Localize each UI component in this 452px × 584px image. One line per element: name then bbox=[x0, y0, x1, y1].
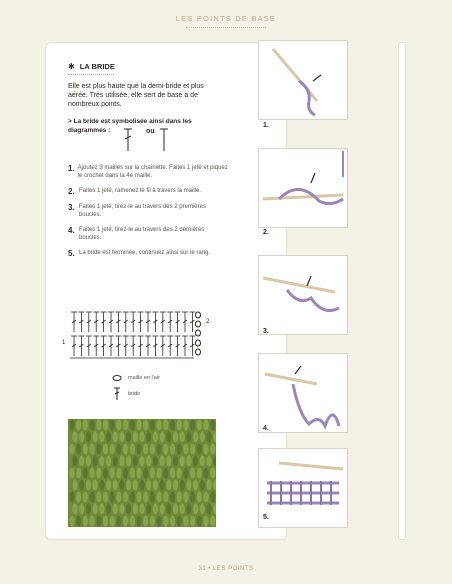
crochet-swatch-photo bbox=[68, 419, 216, 527]
symbol-text: > La bride est symbolisée ainsi dans les diagrammes : bbox=[68, 118, 192, 134]
step-item: 1. Ajoutez 3 mailles sur la chaînette. Faites 1 jeté et piquez le crochet dans la 4e maille. bbox=[68, 164, 228, 179]
title-divider bbox=[68, 74, 114, 75]
figure-3 bbox=[258, 255, 348, 335]
step-item: 3. Faites 1 jeté, tirez-le au travers des 2 premières boucles. bbox=[68, 203, 206, 218]
chain-symbol-icon bbox=[112, 374, 122, 382]
symbol-or: ou bbox=[146, 128, 155, 135]
section-title-text: LA BRIDE bbox=[79, 62, 115, 71]
step-item: 4. Faites 1 jeté, tirez-le au travers des 2 dernières boucles. bbox=[68, 226, 205, 241]
legend: maille en l'air bride bbox=[112, 370, 192, 402]
svg-text:2: 2 bbox=[206, 319, 210, 325]
step-item: 5. La bride est terminée, continuez ainsi sur le rang. bbox=[68, 249, 211, 258]
stitch-diagram bbox=[62, 308, 222, 364]
figure-label: 2. bbox=[263, 229, 269, 236]
swatch-texture bbox=[68, 419, 216, 527]
figure-label: 5. bbox=[263, 514, 269, 521]
steps-list bbox=[68, 164, 228, 265]
svg-text:1: 1 bbox=[62, 340, 66, 346]
intro-text: Elle est plus haute que la demi-bride et plus aérée. Très utilisée, elle sert de base à de nombreux points. bbox=[68, 83, 204, 108]
page-header: LES POINTS DE BASE bbox=[175, 14, 277, 23]
figure-1 bbox=[258, 40, 348, 120]
side-bar bbox=[398, 42, 406, 540]
figure-5 bbox=[258, 448, 348, 528]
figure-4 bbox=[258, 353, 348, 433]
figure-label: 1. bbox=[263, 122, 269, 129]
star-icon: ✱ bbox=[68, 62, 75, 71]
step-item: 2. Faites 1 jeté, ramenez le fil à travers la maille. bbox=[68, 187, 202, 196]
page-footer: 31 • LES POINTS bbox=[198, 566, 254, 572]
figure-label: 4. bbox=[263, 425, 269, 432]
header-rule bbox=[186, 27, 266, 28]
figure-2 bbox=[258, 148, 348, 228]
section-title bbox=[68, 62, 115, 71]
bride-symbol-icon bbox=[112, 387, 122, 401]
figure-label: 3. bbox=[263, 328, 269, 335]
